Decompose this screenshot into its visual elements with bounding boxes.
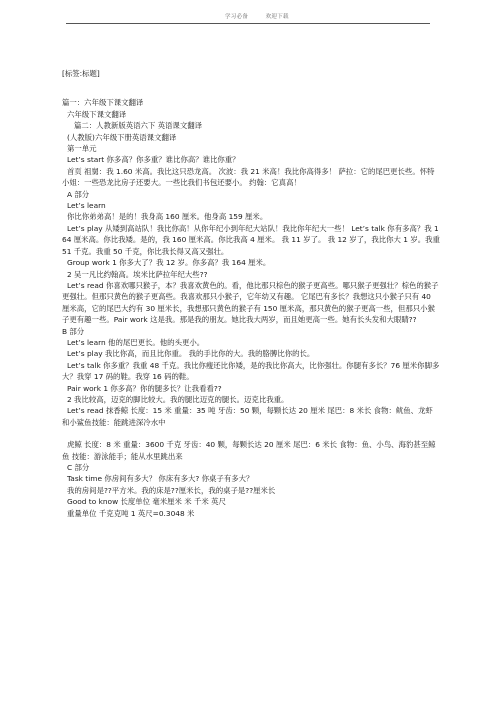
line-9: Let’s learn [67, 201, 106, 211]
line-4: (人教版)六年级下册英语课文翻译 [67, 132, 177, 142]
line-8: A 部分 [67, 189, 90, 199]
line-23: 虎鲸 长度：8 米 重量：3600 千克 牙齿：40 颗，每颗长达 20 厘米 尾巴：6 米长 食物：鱼、小鸟、海豹甚至鲸鱼 技能：游泳能手；能从水里跳出来 [62, 440, 436, 461]
line-16: Let’s learn 他的尾巴更长。他的头更小。 [67, 337, 205, 347]
line-11: Let’s play 从矮到高站队！我比你高！从你年纪小到年纪大站队！我比你年纪大一些！ Let’s talk 你有多高？我 164 厘米高。你比我矮。是的，我 160 厘米高。你比我高 4 厘米。 我 11 岁了。 我 12 岁了，我比你大 1 岁。我重 51 千克。我重 50 千克，你比我长得又高又强壮。 [62, 223, 440, 256]
line-21: Let’s read 抹香鲸 长度：15 米 重量：35 吨 牙齿：50 颗，每颗长达 20 厘米 尾巴：8 米长 食物：鱿鱼、龙虾和小鲨鱼技能：能跳进深冷水中 [62, 406, 433, 427]
line-6: Let’s start 你多高？你多重？谁比你高？谁比你重？ [67, 155, 240, 165]
line-28: 重量单位 千克克吨 1 英尺=0.3048 米 [67, 508, 195, 518]
line-19: Pair work 1 你多高？你的腿多长？让我看看?? [67, 383, 222, 393]
document-body [62, 68, 440, 519]
line-10: 你比你弟弟高！是的！我身高 160 厘米。他身高 159 厘米。 [67, 212, 268, 222]
line-14: Let’s read 你喜欢哪只猴子，本？我喜欢黄色的。看，他比那只棕色的猴子更高些。哪只猴子更强壮？棕色的猴子更强壮。但那只黄色的猴子更高些。我喜欢那只小猴子，它年幼又有趣。 它尾巴有多长？我想这只小猴子只有 40 厘米高，它的尾巴大约有 30 厘米长，我想那只黄色的猴子有 150 厘米高，那只黄色的猴子更高一些，但那只小猴子更有趣一些。Pair work 这是我。那是我的朋友。她比我大两岁，而且她更高一些。她有长头发和大眼睛?? [62, 280, 439, 325]
line-25: Task time 你房间有多大？ 你床有多大? 你桌子有多大？ [67, 474, 254, 484]
line-1: 篇一：六年级下课文翻译 [62, 98, 144, 108]
line-20: 2 我比较高，迈克的脚比较大。我的腿比迈克的腿长。迈克比我重。 [67, 394, 289, 404]
line-13: 2 吴一凡比约翰高。埃米比萨拉年纪大些?? [67, 269, 208, 279]
tag-line: [标签:标题] [62, 69, 100, 78]
page-header [0, 12, 496, 30]
line-5: 第一单元 [67, 144, 97, 154]
header-text: 学习必备 欢迎下载 [225, 14, 289, 20]
blank-line [62, 428, 440, 439]
line-3: 篇二：人教新版英语六下 英语课文翻译 [74, 121, 202, 131]
line-26: 我的房间是??平方米。我的床是??厘米长，我的桌子是??厘米长 [67, 485, 276, 495]
line-24: C 部分 [67, 463, 90, 472]
line-2: 六年级下课文翻译 [67, 109, 127, 119]
line-17: Let’s play 我比你高，而且比你重。 我的手比你的大。我的胳膊比你的长。 [67, 349, 315, 359]
line-27: Good to know 长度单位 毫米厘米 米 千米 英尺 [67, 497, 226, 507]
line-15: B 部分 [62, 326, 85, 336]
line-7: 首页 祖舅：我 1.60 米高。我比这只恐龙高。 次波：我 21 米高！我比你高得多！ 萨拉：它的尾巴更长些。怀特小姐：一些恐龙比房子还要大。一些比我们书包还要小。 约翰：它真高！ [62, 166, 435, 188]
line-12: Group work 1 你多大了？我 12 岁。你多高？我 164 厘米。 [67, 258, 271, 268]
header-rule [66, 23, 430, 24]
line-18: Let’s talk 你多重？我重 48 千克。我比你瘦还比你矮，是的我比你高大，比你强壮。你腿有多长？76 厘米你脚多大？我穿 17 码的鞋。我穿 16 码的鞋。 [62, 360, 440, 382]
